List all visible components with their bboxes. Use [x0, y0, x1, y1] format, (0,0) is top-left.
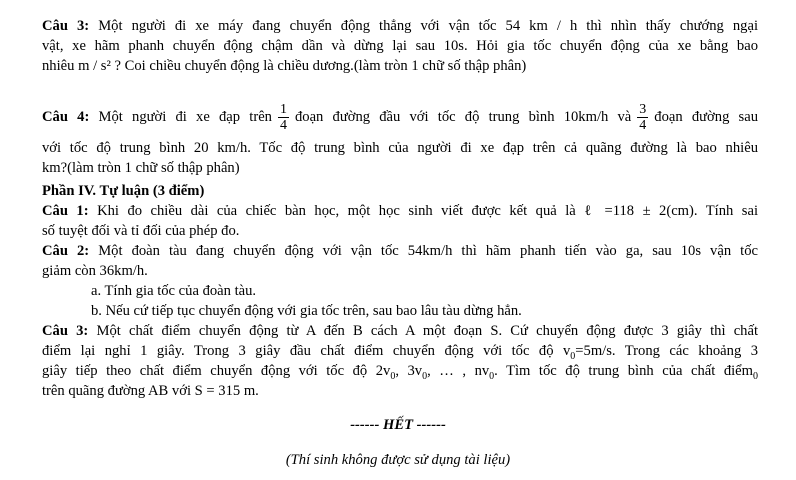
question-4-first-line: [42, 100, 758, 134]
question-text-line: trên quãng đường AB với S = 315 m.: [42, 383, 259, 399]
question-label: Câu 4:: [42, 109, 90, 125]
question-text: đoạn đường đầu với tốc độ trung bình 10km/h và: [294, 109, 632, 125]
question-text-line: với tốc độ trung bình 20 km/h. Tốc độ trung bình của người đi xe đạp trên cả quãng đường là bao nhiêu: [42, 140, 758, 156]
question-text-line: số tuyệt đối và tỉ đối của phép đo.: [42, 223, 240, 239]
question-label: Câu 1:: [42, 203, 89, 219]
question-text-line: giảm còn 36km/h.: [42, 263, 148, 279]
section-heading: Phần IV. Tự luận (3 điểm): [42, 183, 205, 199]
question-text: Một chất điểm chuyển động từ A đến B cách A một đoạn S. Cứ chuyển động được 3 giây thì chất: [96, 323, 758, 339]
question-text-line: vật, xe hãm phanh chuyển động chậm dần và dừng lại sau 10s. Hỏi gia tốc chuyển động của xe bằng bao: [42, 38, 758, 54]
question-text: Khi đo chiều dài của chiếc bàn học, một học sinh viết được kết quả là ℓ =118 ± 2(cm). Tính sai: [97, 203, 758, 219]
question-text-line: giây tiếp theo chất điểm chuyển động với tốc độ $2v_0$, $3v_0$, … , $nv_0$. Tìm tốc độ trung bình của chất điểm$_0$: [42, 363, 758, 381]
fraction-one-quarter: $\frac{1}{4}$: [279, 102, 287, 134]
question-label: Câu 2:: [42, 243, 90, 259]
question-3-short: [42, 16, 758, 76]
end-marker: ------ HẾT ------: [350, 417, 446, 433]
question-text: Một người đi xe đạp trên: [98, 109, 272, 125]
question-label: Câu 3:: [42, 323, 89, 339]
question-label: Câu 3:: [42, 18, 90, 34]
question-4: [42, 138, 758, 178]
fraction-three-quarters: $\frac{3}{4}$: [639, 102, 647, 134]
question-text-line: nhiêu m / s² ? Coi chiều chuyển động là chiều dương.(làm tròn 1 chữ số thập phân): [42, 58, 527, 74]
section-iv: [42, 181, 758, 401]
question-text: đoạn đường sau: [654, 109, 758, 125]
question-text-line: điểm lại nghỉ 1 giây. Trong 3 giây đầu chất điểm chuyển động với tốc độ $v_0=5m/s$. Trong các khoảng 3: [42, 343, 758, 361]
footer-note: (Thí sinh không được sử dụng tài liệu): [285, 452, 511, 468]
sub-question-a: a. Tính gia tốc của đoàn tàu.: [91, 283, 257, 299]
sub-question-b: b. Nếu cứ tiếp tục chuyển động với gia tốc trên, sau bao lâu tàu dừng hẳn.: [91, 303, 522, 319]
question-text: Một đoàn tàu đang chuyển động với vận tốc 54km/h thì hãm phanh tiến vào ga, sau 10s vận tốc: [98, 243, 758, 259]
question-text-line: km?(làm tròn 1 chữ số thập phân): [42, 160, 240, 176]
question-text-line: Một người đi xe máy đang chuyển động thẳng với vận tốc 54 km / h thì nhìn thấy chướng ngại: [98, 18, 758, 34]
